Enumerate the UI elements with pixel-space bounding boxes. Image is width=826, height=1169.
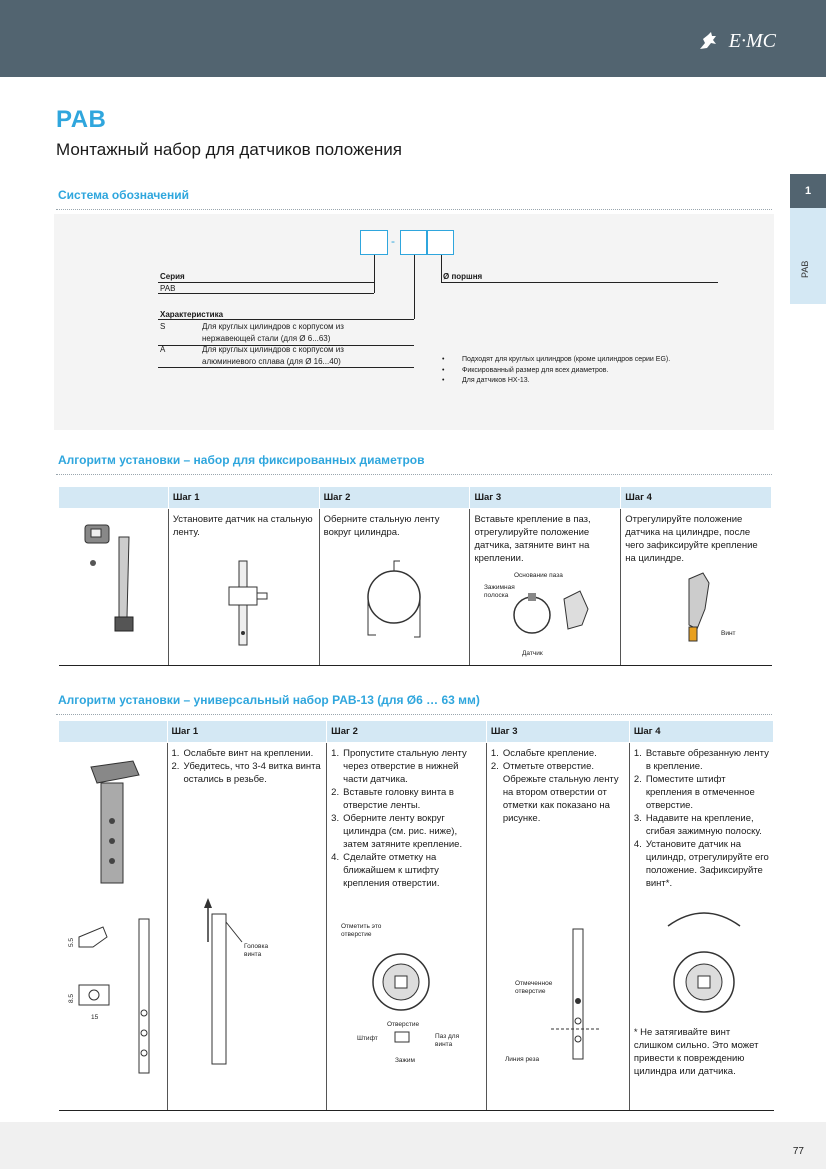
- side-tab-number[interactable]: 1: [790, 174, 826, 208]
- label-mark-hole: Отметить это: [341, 923, 382, 930]
- side-tab-text: PAB: [800, 260, 810, 278]
- step-header: Шаг 3: [486, 721, 629, 743]
- step-cell: [168, 509, 319, 666]
- code-box-piston: [427, 230, 454, 255]
- label-cut-line: Линия реза: [504, 1056, 539, 1063]
- option-code: A: [160, 345, 166, 354]
- step-3-illustration: [474, 569, 614, 661]
- list-item: 3. Надавите на крепление, сгибая зажимную полоску.: [633, 813, 762, 837]
- step-list: [491, 747, 625, 825]
- universal-steps-table: [58, 720, 774, 1111]
- label-pin: Штифт: [357, 1035, 378, 1042]
- label-mark-hole: отверстие: [341, 931, 372, 938]
- header-bar: [0, 0, 826, 77]
- footnote: * Не затягивайте винт слишком сильно. Это может привести к повреждению цилиндра или датчика.: [633, 1027, 759, 1077]
- code-separator: -: [391, 234, 395, 248]
- characteristic-label: Характеристика: [160, 310, 224, 319]
- step-list: [634, 747, 770, 890]
- universal-step-1-illustration: [172, 896, 322, 1066]
- horse-logo-icon: [697, 31, 723, 53]
- designation-heading: Система обозначений: [58, 188, 189, 202]
- step-2-illustration: [324, 557, 464, 649]
- table-header-empty: [59, 721, 168, 743]
- step-header: Шаг 2: [327, 721, 487, 743]
- list-item: 2. Поместите штифт крепления в отмеченное отверстие.: [633, 774, 755, 811]
- option-desc-line: Для круглых цилиндров с корпусом из: [202, 345, 344, 354]
- connector-line: [374, 255, 375, 293]
- list-item: 3. Оберните ленту вокруг цилиндра (см. рис. ниже), затем затяните крепление.: [331, 813, 463, 850]
- label-screw-head: винта: [243, 951, 261, 958]
- dim-label: 15: [90, 1014, 98, 1021]
- list-item: 2. Убедитесь, что 3-4 витка винта остались в резьбе.: [171, 761, 321, 785]
- label-marked-hole: Отмеченное: [514, 980, 553, 987]
- code-box-series: [360, 230, 388, 255]
- page-number: 77: [792, 1146, 804, 1157]
- step-4-illustration: [625, 569, 765, 661]
- list-item: 1. Пропустите стальную ленту через отверстие в нижней части датчика.: [331, 748, 467, 785]
- table-header-empty: [59, 487, 169, 509]
- list-item: 1. Ослабьте винт на креплении.: [171, 748, 314, 759]
- rule: [158, 367, 414, 368]
- list-item: 1. Ослабьте крепление.: [490, 748, 597, 759]
- step-header: Шаг 2: [319, 487, 470, 509]
- step-cell: [629, 743, 773, 1111]
- label-screw: Винт: [721, 630, 736, 637]
- fixed-kit-heading: Алгоритм установки – набор для фиксированных диаметров: [58, 453, 425, 467]
- label-clamp-strip: Зажимная: [484, 584, 516, 591]
- list-item: 2. Вставьте головку винта в отверстие ленты.: [331, 787, 454, 811]
- step-header: Шаг 3: [470, 487, 621, 509]
- label-marked-hole: отверстие: [514, 988, 546, 995]
- step-text: Установите датчик на стальную ленту.: [172, 514, 313, 538]
- option-desc-line: Для круглых цилиндров с корпусом из: [202, 322, 344, 331]
- step-header: Шаг 4: [621, 487, 772, 509]
- list-item: 4. Сделайте отметку на ближайшем к штифту крепления отверстии.: [331, 852, 440, 889]
- page-subtitle: Монтажный набор для датчиков положения: [56, 140, 402, 159]
- divider: [56, 474, 772, 475]
- rule: [158, 282, 374, 283]
- option-desc-line: алюминиевого сплава (для Ø 16...40): [202, 357, 341, 366]
- label-slot: винта: [435, 1041, 453, 1048]
- option-code: S: [160, 322, 166, 331]
- step-header: Шаг 1: [167, 721, 327, 743]
- connector-line: [414, 255, 415, 319]
- universal-step-2-illustration: [331, 918, 481, 1068]
- rule: [158, 293, 374, 294]
- universal-kit-heading: Алгоритм установки – универсальный набор PAB-13 (для Ø6 … 63 мм): [58, 693, 480, 707]
- label-clamp: Зажим: [395, 1057, 416, 1064]
- series-label: Серия: [160, 272, 185, 281]
- dim-label: 8.5: [67, 993, 75, 1003]
- footer-bar: [0, 1122, 826, 1169]
- step-cell: [486, 743, 629, 1111]
- divider: [56, 714, 772, 715]
- step-cell: [621, 509, 772, 666]
- step-header: Шаг 1: [168, 487, 319, 509]
- list-item: 1. Вставьте обрезанную ленту в крепление.: [633, 748, 769, 772]
- brand-logo: [697, 30, 776, 53]
- step-header: Шаг 4: [629, 721, 773, 743]
- option-desc-line: нержавеющей стали (для Ø 6...63): [202, 334, 331, 343]
- step-list: [172, 747, 323, 786]
- designation-panel: [54, 214, 774, 430]
- list-item: 2. Отметьте отверстие. Обрежьте стальную ленту на втором отверстии от отметки как показано на рисунке.: [490, 761, 619, 824]
- note-item: • Для датчиков HX-13.: [442, 376, 670, 387]
- universal-kit-photo: [63, 751, 163, 891]
- label-slot: Паз для: [435, 1033, 460, 1040]
- connector-line: [441, 255, 442, 282]
- step-cell: [167, 743, 327, 1111]
- notes-list: [442, 355, 670, 387]
- step-list: [331, 747, 482, 890]
- step-1-illustration: [173, 557, 313, 649]
- step-text: Отрегулируйте положение датчика на цилиндре, после чего зафиксируйте крепление на цилиндре.: [625, 514, 758, 564]
- step-text: Оберните стальную ленту вокруг цилиндра.: [323, 514, 440, 538]
- label-base-groove: Основание паза: [514, 572, 564, 579]
- fixed-kit-illustration: [63, 517, 163, 647]
- note-item: • Подходят для круглых цилиндров (кроме цилиндров серии EG).: [442, 355, 670, 366]
- piston-label: Ø поршня: [443, 272, 483, 281]
- universal-step-3-illustration: [491, 925, 625, 1075]
- page-title: PAB: [56, 106, 107, 133]
- kit-image-cell: [59, 743, 168, 1111]
- label-sensor: Датчик: [522, 650, 544, 657]
- dim-label: 5.5: [67, 937, 75, 947]
- step-text: Вставьте крепление в паз, отрегулируйте положение датчика, затяните винт на креплении.: [474, 514, 591, 564]
- rule: [441, 282, 718, 283]
- universal-step-4-illustration: [634, 896, 768, 1024]
- code-box-characteristic: [400, 230, 427, 255]
- divider: [56, 209, 772, 210]
- label-clamp-strip: полоска: [484, 592, 509, 599]
- label-hole: Отверстие: [387, 1021, 420, 1028]
- logo-text: E·MC: [728, 30, 776, 52]
- note-item: • Фиксированный размер для всех диаметров.: [442, 366, 670, 377]
- step-cell: [319, 509, 470, 666]
- label-screw-head: Головка: [243, 943, 268, 950]
- universal-kit-drawing: [63, 913, 163, 1083]
- side-tab-label[interactable]: [790, 208, 826, 304]
- step-cell: [470, 509, 621, 666]
- kit-image-cell: [59, 509, 169, 666]
- step-cell: [327, 743, 487, 1111]
- list-item: 4. Установите датчик на цилиндр, отрегулируйте его положение. Зафиксируйте винт*.: [633, 839, 769, 889]
- series-value: PAB: [160, 284, 176, 293]
- fixed-steps-table: [58, 486, 772, 666]
- rule: [158, 319, 414, 320]
